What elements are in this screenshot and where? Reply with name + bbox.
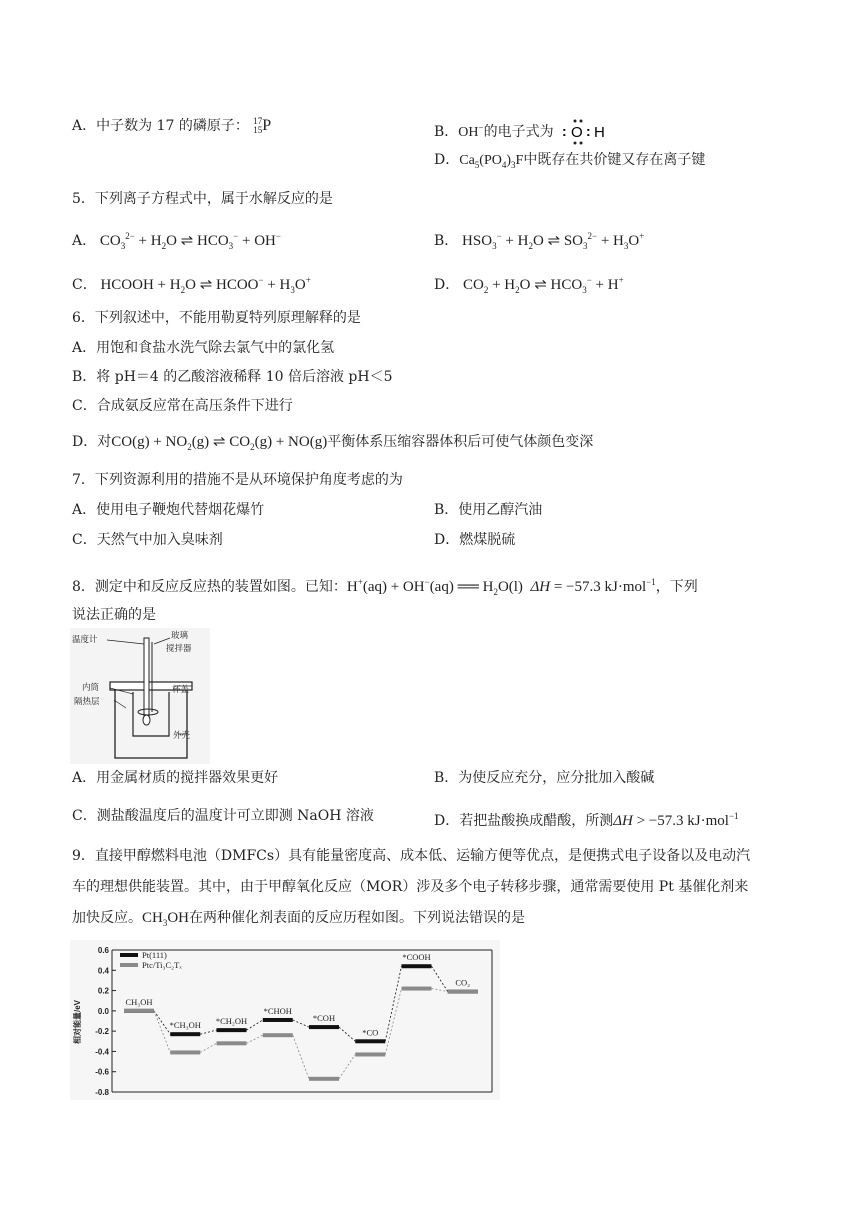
q4-option-a: A．中子数为 17 的磷原子： 17 15P: [72, 116, 272, 135]
q8-option-a: A．用金属材质的搅拌器效果更好: [72, 770, 279, 786]
species-label: *CH₃OH: [169, 1020, 201, 1031]
thermometer: [144, 638, 149, 718]
species-label: CO₂: [455, 977, 471, 988]
electron-formula-icon: [558, 116, 614, 146]
label-insulation: 隔热层: [74, 697, 100, 707]
q6-stem: 6．下列叙述中，不能用勒夏特列原理解释的是: [72, 310, 361, 326]
energy-level: [448, 990, 478, 994]
energy-level: [402, 964, 432, 968]
y-tick-label: -0.6: [95, 1067, 109, 1077]
energy-level: [217, 1041, 247, 1045]
species-label: *COOH: [402, 952, 431, 963]
q9-line-1: 9．直接甲醇燃料电池（DMFCs）具有能量密度高、成本低、运输方便等优点，是便携式电子设备以及电动汽: [72, 848, 751, 864]
label-thermometer: 温度计: [72, 635, 98, 645]
energy-level: [309, 1025, 339, 1029]
isotope-notation: 17 15: [253, 116, 263, 135]
q8-option-d: D．若把盐酸换成醋酸，所测ΔH > −57.3 kJ·mol$^{-1}$: [434, 811, 739, 829]
q5-option-b: B． $HSO_3^- + H_2O$ ⇌ $SO_3^{2-} + H_3O^+$: [434, 231, 645, 251]
y-tick-label: -0.8: [95, 1088, 109, 1097]
label-inner-cup: 内筒: [82, 683, 100, 693]
y-tick-label: 0.4: [97, 966, 109, 976]
legend-label: Ptc/Ti₃C₂Tₓ: [142, 960, 182, 970]
species-label: *CHOH: [263, 1005, 292, 1016]
energy-level: [402, 987, 432, 991]
energy-level: [170, 1032, 200, 1036]
q6-option-a: A．用饱和食盐水洗气除去氯气中的氯化氢: [72, 340, 335, 356]
calorimeter-figure: [70, 628, 210, 764]
energy-level: [355, 1052, 385, 1056]
q6-option-b: B．将 pH＝4 的乙酸溶液稀释 10 倍后溶液 pH＜5: [72, 369, 393, 385]
q9-line-2: 车的理想供能装置。其中，由于甲醇氧化反应（MOR）涉及多个电子转移步骤，通常需要使用 Pt 基催化剂来: [72, 879, 749, 895]
svg-text::: :: [562, 123, 567, 139]
q9-line-3: 加快反应。$CH_3OH$在两种催化剂表面的反应历程如图。下列说法错误的是: [72, 910, 526, 928]
energy-profile-chart: [70, 940, 500, 1100]
q5-option-a: A． $CO_3^{2-} + H_2O$ ⇌ $HCO_3^- + OH^-$: [72, 231, 281, 251]
energy-level: [309, 1077, 339, 1081]
label-shell: 外壳: [173, 731, 191, 741]
svg-text:H: H: [594, 124, 605, 141]
y-tick-label: 0.2: [97, 986, 109, 996]
legend-swatch: [120, 953, 138, 957]
energy-level: [355, 1039, 385, 1043]
q7-option-a: A．使用电子鞭炮代替烟花爆竹: [72, 502, 265, 518]
species-label: *CO: [362, 1027, 379, 1038]
energy-level: [170, 1050, 200, 1054]
energy-level: [263, 1033, 293, 1037]
label-stirrer: 搅拌器: [166, 644, 192, 654]
q5-option-d: D． $CO_2 + H_2O$ ⇌ $HCO_3^- + H^+$: [434, 275, 624, 295]
legend-label: Pt(111): [142, 950, 167, 960]
label-lid: 杯盖: [172, 685, 190, 695]
energy-level: [124, 1009, 154, 1013]
q4-option-d: D．$Ca_5(PO_4)_3F$中既存在共价键又存在离子键: [434, 152, 706, 170]
q4-option-b: B．OH−的电子式为 : O : H: [434, 116, 614, 146]
q8-stem: 8．测定中和反应反应热的装置如图。已知：H+(aq) + OH−(aq) ══ $H_2O(l) \Delta H = -57.3$ kJ·mol$^{-1}$，下列: [72, 577, 698, 597]
q8-option-c: C．测盐酸温度后的温度计可立即测 NaOH 溶液: [72, 808, 374, 824]
legend-swatch: [120, 963, 138, 967]
q7-stem: 7．下列资源利用的措施不是从环境保护角度考虑的为: [72, 472, 403, 488]
q5-stem: 5．下列离子方程式中，属于水解反应的是: [72, 191, 333, 207]
q7-option-c: C．天然气中加入臭味剂: [72, 532, 223, 548]
species-label: *CH₂OH: [215, 1016, 248, 1027]
q5-option-c: C． HCOOH + $H_2O$ ⇌ HCOO− + $H_3O^+$: [72, 275, 311, 295]
species-label: *COH: [312, 1013, 336, 1024]
q8-stem-2: 说法正确的是: [72, 607, 156, 623]
svg-text::: :: [586, 123, 591, 139]
q6-option-c: C．合成氨反应常在高压条件下进行: [72, 398, 293, 414]
y-tick-label: -0.2: [95, 1027, 109, 1037]
svg-text:O: O: [571, 124, 583, 141]
q8-option-b: B．为使反应充分，应分批加入酸碱: [434, 770, 655, 786]
species-label: CH₃OH: [125, 996, 153, 1007]
y-tick-label: 0.0: [97, 1006, 109, 1016]
energy-level: [263, 1018, 293, 1022]
q6-option-d: D．对$CO(g) + NO_2(g)$ ⇌ $CO_2(g) + NO(g)$平衡体系压缩容器体积后可使气体颜色变深: [72, 434, 594, 452]
q7-option-d: D．燃煤脱硫: [434, 532, 516, 548]
y-tick-label: 0.6: [97, 946, 109, 955]
q7-option-b: B．使用乙醇汽油: [434, 502, 543, 518]
energy-level: [217, 1028, 247, 1032]
y-tick-label: -0.4: [95, 1047, 109, 1057]
label-glass: 玻璃: [171, 631, 189, 641]
y-axis-label: 相对能量/eV: [73, 999, 82, 1045]
